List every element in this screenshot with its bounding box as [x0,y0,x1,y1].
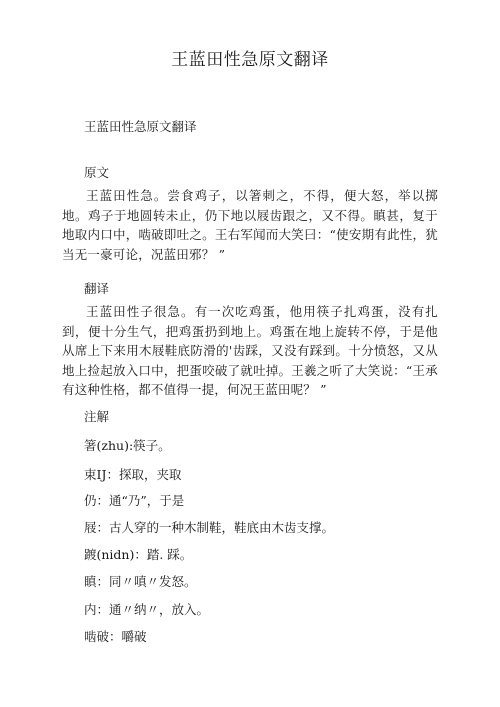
page-title: 王蓝田性急原文翻译 [171,50,329,70]
original-text: 王蓝田性急。尝食鸡子，以箸刺之，不得，便大怒，举以掷地。鸡子于地圆转未止，仍下地以屐齿跟之，又不得。瞋甚，复于地取内口中，啮破即吐之。王右军闻而大笑曰：“使安期有此性，犹当无一豪可论，况蓝田邪？ ” [62,188,438,262]
document-subtitle: 王蓝田性急原文翻译 [84,119,197,134]
note-item: 束IJ：探取，夹取 [84,467,182,482]
translation-heading: 翻译 [84,281,110,296]
note-item: 仍：通“乃”，于是 [84,493,185,508]
note-item: 屐：古人穿的一种木制鞋，鞋底由木齿支撑。 [84,520,335,535]
note-item: 瞋：同〃嗔〃发怒。 [84,574,197,589]
note-item: 内：通〃纳〃，放入。 [84,602,210,617]
note-item: 踱(nidn)：踏. 踩。 [84,547,193,562]
notes-heading: 注解 [84,409,110,424]
note-item: 箸(zhu):筷子。 [84,438,171,453]
original-heading: 原文 [84,165,110,180]
translation-text: 王蓝田性子很急。有一次吃鸡蛋，他用筷子扎鸡蛋，没有扎到，便十分生气，把鸡蛋扔到地上。鸡蛋在地上旋转不停，于是他从席上下来用木屐鞋底防滑的'齿踩，又没有踩到。十分愤怒，又从地上捡起放入口中，把蛋咬破了就吐掉。王羲之听了大笑说：“王承有这种性格，都不值得一提，何况王蓝田呢？ ” [62,304,438,397]
note-item: 啮破：嚼破 [84,629,147,644]
